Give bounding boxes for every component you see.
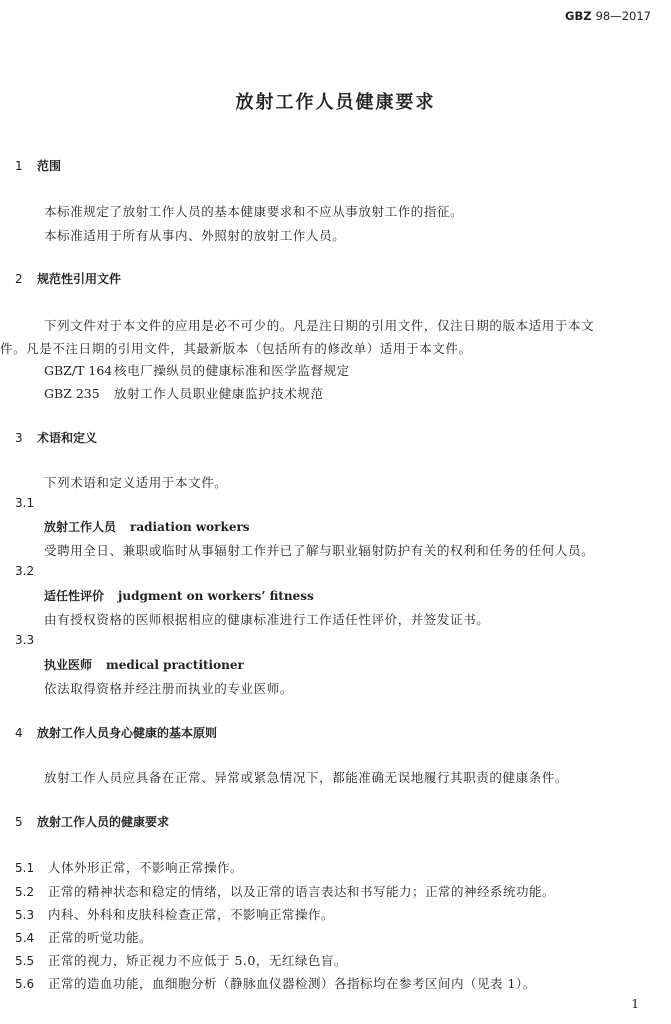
page-number: 1: [631, 997, 639, 1011]
section-title: 术语和定义: [37, 431, 98, 445]
section-number: 1: [15, 159, 23, 173]
section-title: 放射工作人员身心健康的基本原则: [37, 726, 218, 740]
section-3-intro: 下列术语和定义适用于本文件。: [44, 475, 228, 490]
term-english: judgment on workers’ fitness: [118, 589, 314, 603]
term-number: 3.1: [15, 496, 35, 510]
item-text: 正常的精神状态和稳定的情绪，以及正常的语言表达和书写能力；正常的神经系统功能。: [48, 884, 556, 899]
item-number: 5.2: [15, 885, 35, 899]
section-number: 2: [15, 272, 23, 286]
term-chinese: 放射工作人员: [44, 520, 117, 534]
term-english: radiation workers: [130, 520, 250, 534]
section-3-heading: [15, 429, 97, 446]
item-number: 5.6: [15, 977, 35, 991]
item-text: 正常的造血功能，血细胞分析（静脉血仪器检测）各指标均在参考区间内（见表 1）。: [48, 976, 536, 991]
item-text: 正常的听觉功能。: [48, 930, 153, 945]
requirement-item: [15, 951, 347, 969]
section-number: 4: [15, 726, 23, 740]
term-heading: [44, 587, 314, 604]
standard-prefix: GBZ: [565, 9, 592, 23]
section-number: 3: [15, 431, 23, 445]
term-number: 3.2: [15, 564, 35, 578]
section-4-heading: [15, 724, 217, 741]
item-number: 5.1: [15, 861, 35, 875]
reference-title: 核电厂操纵员的健康标准和医学监督规定: [114, 363, 350, 378]
standard-number: 98—2017: [595, 9, 651, 23]
requirement-item: [15, 974, 536, 992]
document-header: [565, 9, 651, 23]
requirement-item: [15, 882, 555, 900]
section-4-paragraph: 放射工作人员应具备在正常、异常或紧急情况下，都能准确无误地履行其职责的健康条件。: [44, 770, 569, 785]
term-heading: [44, 656, 244, 673]
item-number: 5.3: [15, 908, 35, 922]
section-2-paragraph-continued: 件。凡是不注日期的引用文件，其最新版本（包括所有的修改单）适用于本文件。: [0, 341, 472, 356]
section-2-heading: [15, 270, 121, 287]
requirement-item: [15, 928, 152, 946]
item-text: 内科、外科和皮肤科检查正常，不影响正常操作。: [48, 907, 335, 922]
section-5-heading: [15, 813, 169, 830]
term-heading: [44, 518, 250, 535]
term-number: 3.3: [15, 633, 35, 647]
document-title: 放射工作人员健康要求: [235, 92, 436, 113]
term-english: medical practitioner: [106, 658, 244, 672]
term-definition: 依法取得资格并经注册而执业的专业医师。: [44, 681, 293, 696]
normative-reference: [44, 384, 324, 402]
section-number: 5: [15, 815, 23, 829]
item-text: 人体外形正常，不影响正常操作。: [48, 860, 244, 875]
section-title: 放射工作人员的健康要求: [37, 815, 170, 829]
term-chinese: 适任性评价: [44, 589, 105, 603]
section-2-paragraph: 下列文件对于本文件的应用是必不可少的。凡是注日期的引用文件，仅注日期的版本适用于本文: [44, 318, 595, 333]
section-title: 范围: [37, 159, 62, 173]
section-1-paragraph: 本标准适用于所有从事内、外照射的放射工作人员。: [44, 228, 346, 243]
term-chinese: 执业医师: [44, 658, 93, 672]
reference-title: 放射工作人员职业健康监护技术规范: [114, 386, 324, 401]
reference-code: GBZ 235: [44, 386, 100, 401]
term-definition: 由有授权资格的医师根据相应的健康标准进行工作适任性评价，并签发证书。: [44, 612, 490, 627]
term-definition: 受聘用全日、兼职或临时从事辐射工作并已了解与职业辐射防护有关的权利和任务的任何人员。: [44, 543, 595, 558]
section-1-heading: [15, 157, 61, 174]
item-number: 5.4: [15, 931, 35, 945]
item-number: 5.5: [15, 954, 35, 968]
reference-code: GBZ/T 164: [44, 363, 113, 378]
normative-reference: [44, 361, 350, 379]
item-text: 正常的视力，矫正视力不应低于 5.0，无红绿色盲。: [48, 953, 347, 968]
section-1-paragraph: 本标准规定了放射工作人员的基本健康要求和不应从事放射工作的指征。: [44, 204, 464, 219]
requirement-item: [15, 905, 334, 923]
requirement-item: [15, 858, 243, 876]
section-title: 规范性引用文件: [37, 272, 122, 286]
